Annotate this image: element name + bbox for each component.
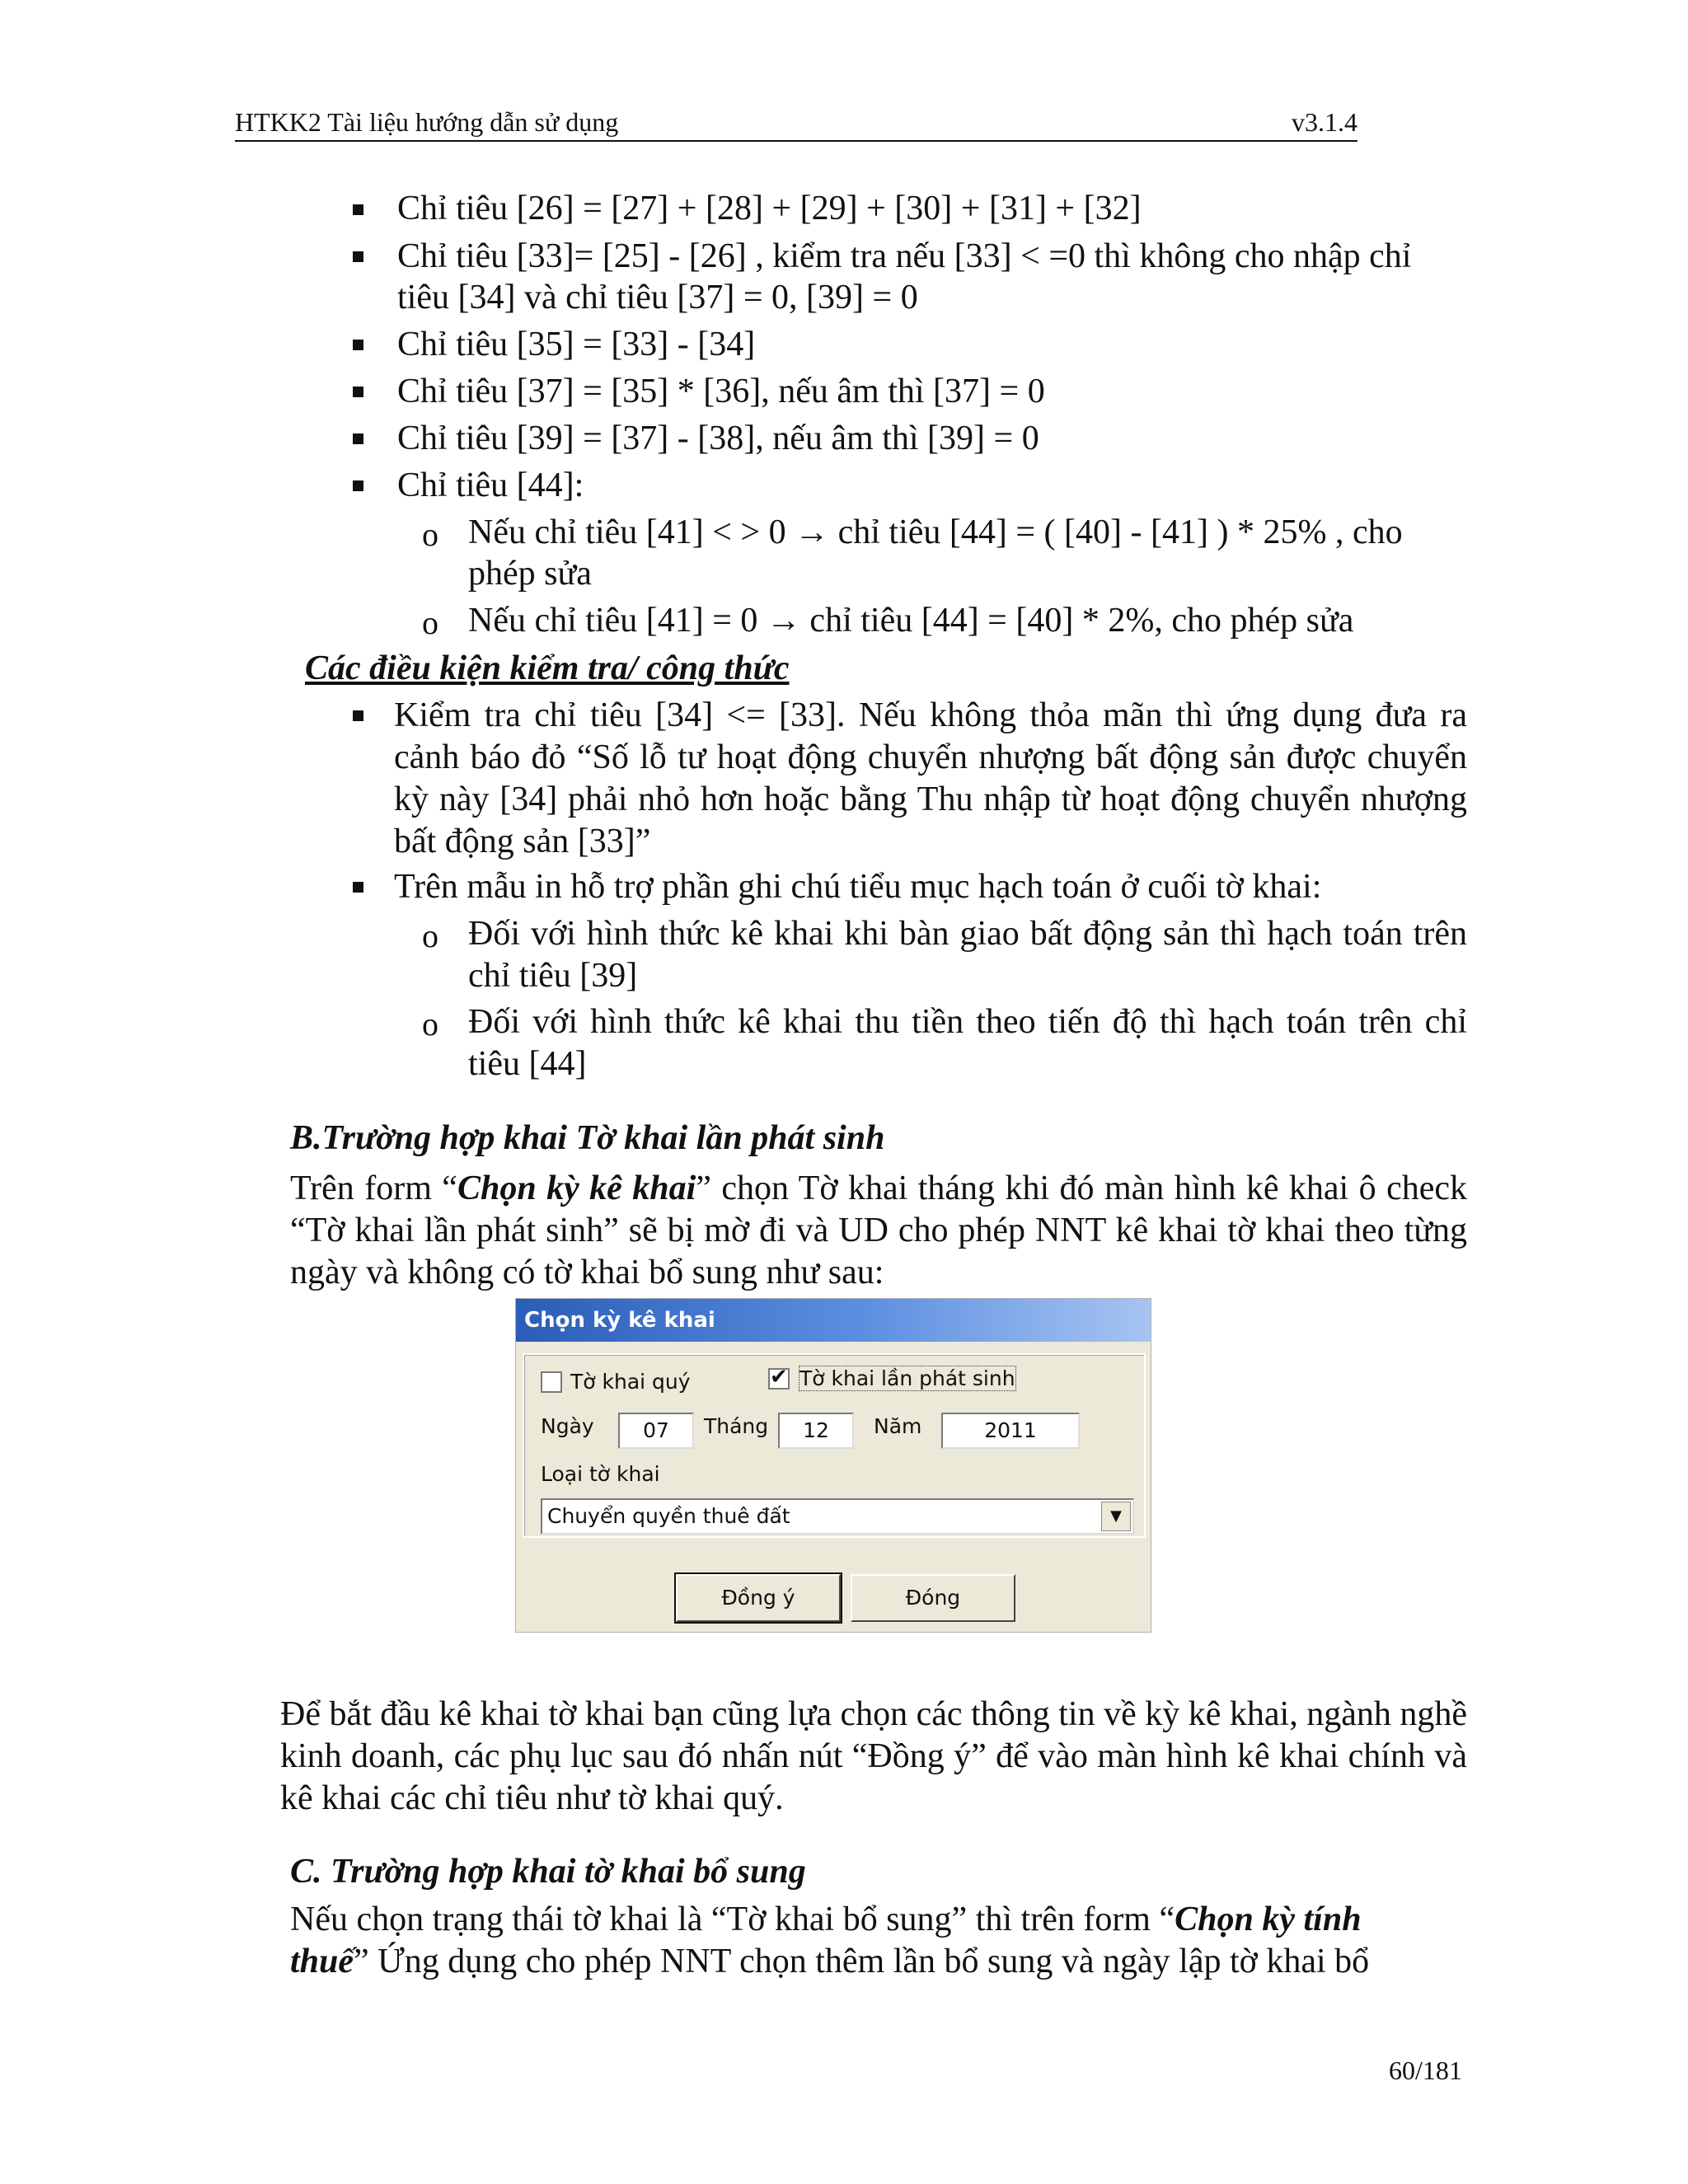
square-bullet-icon [353,387,363,397]
circle-bullet-icon: o [422,516,438,553]
square-bullet-icon [353,251,363,262]
section-b-paragraph-2: Để bắt đầu kê khai tờ khai bạn cũng lựa chọn các thông tin về kỳ kê khai, ngành nghề kinh doanh, các phụ lục sau đó nhấn nút “Đồng ý” để vào màn hình kê khai chính và kê khai các chỉ tiêu như tờ khai quý. [280,1695,1467,1817]
dialog-title: Chọn kỳ kê khai [516,1299,1151,1342]
condition-subitem: Đối với hình thức kê khai khi bàn giao bất động sản thì hạch toán trên chỉ tiêu [39] [468,915,1467,995]
close-button[interactable]: Đóng [851,1574,1015,1622]
quarterly-checkbox[interactable] [541,1371,562,1393]
page-header [235,105,1357,142]
day-label: Ngày [541,1414,594,1438]
dialog-body [523,1353,1146,1538]
square-bullet-icon [353,204,363,215]
period-selection-dialog [515,1298,1151,1633]
occurrence-checkbox[interactable] [768,1365,790,1390]
occurrence-checkbox-label[interactable]: Tờ khai lần phát sinh [799,1366,1015,1390]
formula-line: Chỉ tiêu [26] = [27] + [28] + [29] + [30] + [31] + [32] [397,190,1142,227]
formula-line: Nếu chỉ tiêu [41] = 0 → chỉ tiêu [44] = [40] * 2%, cho phép sửa [468,602,1354,640]
declaration-type-label: Loại tờ khai [541,1462,660,1486]
formula-line: Chỉ tiêu [44]: [397,466,584,504]
formula-line: phép sửa [468,555,592,593]
formula-line: Chỉ tiêu [37] = [35] * [36], nếu âm thì [37] = 0 [397,373,1045,410]
checkmark-icon: ✔ [770,1365,788,1390]
square-bullet-icon [353,882,363,893]
square-bullet-icon [353,710,363,721]
ok-button[interactable]: Đồng ý [676,1574,841,1622]
year-label: Năm [874,1414,922,1438]
condition-item: Kiểm tra chỉ tiêu [34] <= [33]. Nếu không thỏa mãn thì ứng dụng đưa ra cảnh báo đỏ “Số lỗ tư hoạt động chuyển nhượng bất động sản được chuyển kỳ này [34] phải nhỏ hơn hoặc bằng Thu nhập từ hoạt động chuyển nhượng bất động sản [33]” [394,696,1467,860]
section-c-heading: C. Trường hợp khai tờ khai bổ sung [290,1853,806,1891]
section-c-line: thuế” Ứng dụng cho phép NNT chọn thêm lần bổ sung và ngày lập tờ khai bổ [290,1943,1370,1980]
formula-line: tiêu [34] và chỉ tiêu [37] = 0, [39] = 0 [397,279,918,316]
day-input[interactable]: 07 [618,1413,694,1449]
chevron-down-icon[interactable]: ▼ [1101,1502,1131,1531]
section-b-paragraph: Trên form “Chọn kỳ kê khai” chọn Tờ khai tháng khi đó màn hình kê khai ô check “Tờ khai lần phát sinh” sẽ bị mờ đi và UD cho phép NNT kê khai tờ khai theo từng ngày và không có tờ khai bổ sung như sau: [290,1169,1467,1291]
circle-bullet-icon: o [422,604,438,641]
section-c-line: Nếu chọn trạng thái tờ khai là “Tờ khai bổ sung” thì trên form “Chọn kỳ tính [290,1900,1362,1938]
circle-bullet-icon: o [422,1005,438,1043]
formula-line: Chỉ tiêu [39] = [37] - [38], nếu âm thì [39] = 0 [397,419,1039,457]
document-title: HTKK2 Tài liệu hướng dẫn sử dụng [235,107,619,137]
year-input[interactable]: 2011 [941,1413,1080,1449]
document-version: v3.1.4 [1292,107,1357,137]
declaration-type-select[interactable] [541,1498,1134,1535]
form-name: Chọn kỳ kê khai [457,1169,696,1207]
condition-item: Trên mẫu in hỗ trợ phần ghi chú tiểu mục hạch toán ở cuối tờ khai: [394,868,1322,906]
formula-line: Nếu chỉ tiêu [41] < > 0 → chỉ tiêu [44] = ( [40] - [41] ) * 25% , cho [468,513,1403,551]
square-bullet-icon [353,340,363,350]
condition-subitem: Đối với hình thức kê khai thu tiền theo tiến độ thì hạch toán trên chỉ tiêu [44] [468,1003,1467,1083]
conditions-heading: Các điều kiện kiểm tra/ công thức [305,649,790,687]
formula-line: Chỉ tiêu [35] = [33] - [34] [397,326,756,363]
section-b-heading: B.Trường hợp khai Tờ khai lần phát sinh [290,1119,885,1157]
square-bullet-icon [353,434,363,444]
declaration-type-value: Chuyển quyền thuê đất [547,1504,790,1528]
formula-line: Chỉ tiêu [33]= [25] - [26] , kiểm tra nếu [33] < =0 thì không cho nhập chỉ [397,237,1412,275]
month-label: Tháng [704,1414,769,1438]
circle-bullet-icon: o [422,917,438,954]
month-input[interactable]: 12 [778,1413,854,1449]
square-bullet-icon [353,480,363,491]
page-number: 60/181 [1389,2055,1462,2085]
quarterly-checkbox-label[interactable]: Tờ khai quý [570,1370,691,1394]
